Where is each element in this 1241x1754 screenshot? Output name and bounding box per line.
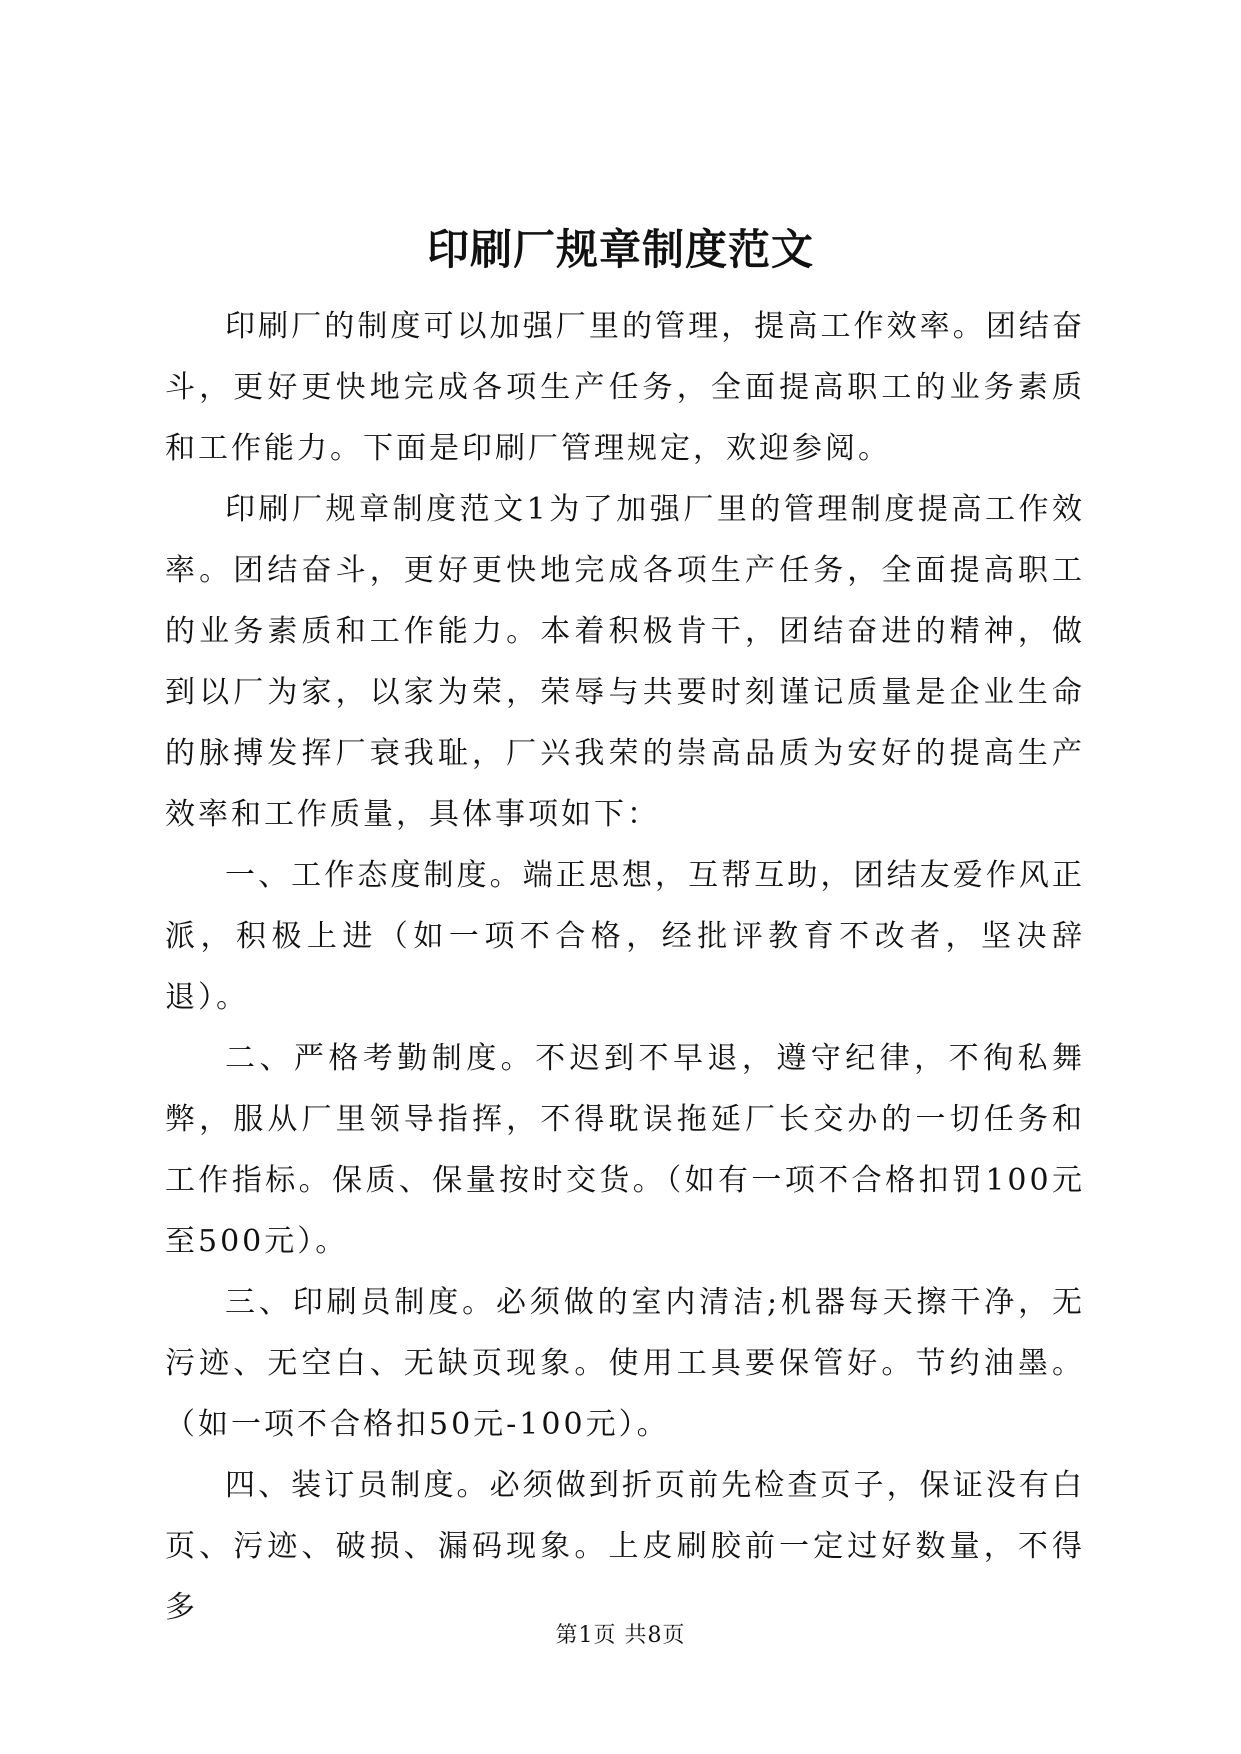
- paragraph-rule-4: 四、装订员制度。必须做到折页前先检查页子，保证没有白页、污迹、破损、漏码现象。上皮刷胶前一定过好数量，不得多: [165, 1468, 1085, 1625]
- paragraph-rule-1: 一、工作态度制度。端正思想，互帮互助，团结友爱作风正派，积极上进（如一项不合格，经批评教育不改者，坚决辞退）。: [165, 858, 1085, 1015]
- paragraph-rule-3: 三、印刷员制度。必须做的室内清洁;机器每天擦干净，无污迹、无空白、无缺页现象。使用工具要保管好。节约油墨。（如一项不合格扣50元-100元）。: [165, 1285, 1085, 1442]
- paragraph-intro: 印刷厂的制度可以加强厂里的管理，提高工作效率。团结奋斗，更好更快地完成各项生产任务，全面提高职工的业务素质和工作能力。下面是印刷厂管理规定，欢迎参阅。: [165, 309, 1085, 466]
- page-footer: 第1页 共8页: [555, 1623, 686, 1648]
- document-title: 印刷厂规章制度范文: [426, 225, 814, 274]
- paragraph-rule-2: 二、严格考勤制度。不迟到不早退，遵守纪律，不徇私舞弊，服从厂里领导指挥，不得耽误拖延厂长交办的一切任务和工作指标。保质、保量按时交货。（如有一项不合格扣罚100元至500元）。: [165, 1041, 1085, 1259]
- paragraph-purpose: 印刷厂规章制度范文1为了加强厂里的管理制度提高工作效率。团结奋斗，更好更快地完成各项生产任务，全面提高职工的业务素质和工作能力。本着积极肯干，团结奋进的精神，做到以厂为家，以家为荣，荣辱与共要时刻谨记质量是企业生命的脉搏发挥厂衰我耻，厂兴我荣的崇高品质为安好的提高生产效率和工作质量，具体事项如下：: [165, 492, 1085, 832]
- document-body: [165, 296, 1085, 1638]
